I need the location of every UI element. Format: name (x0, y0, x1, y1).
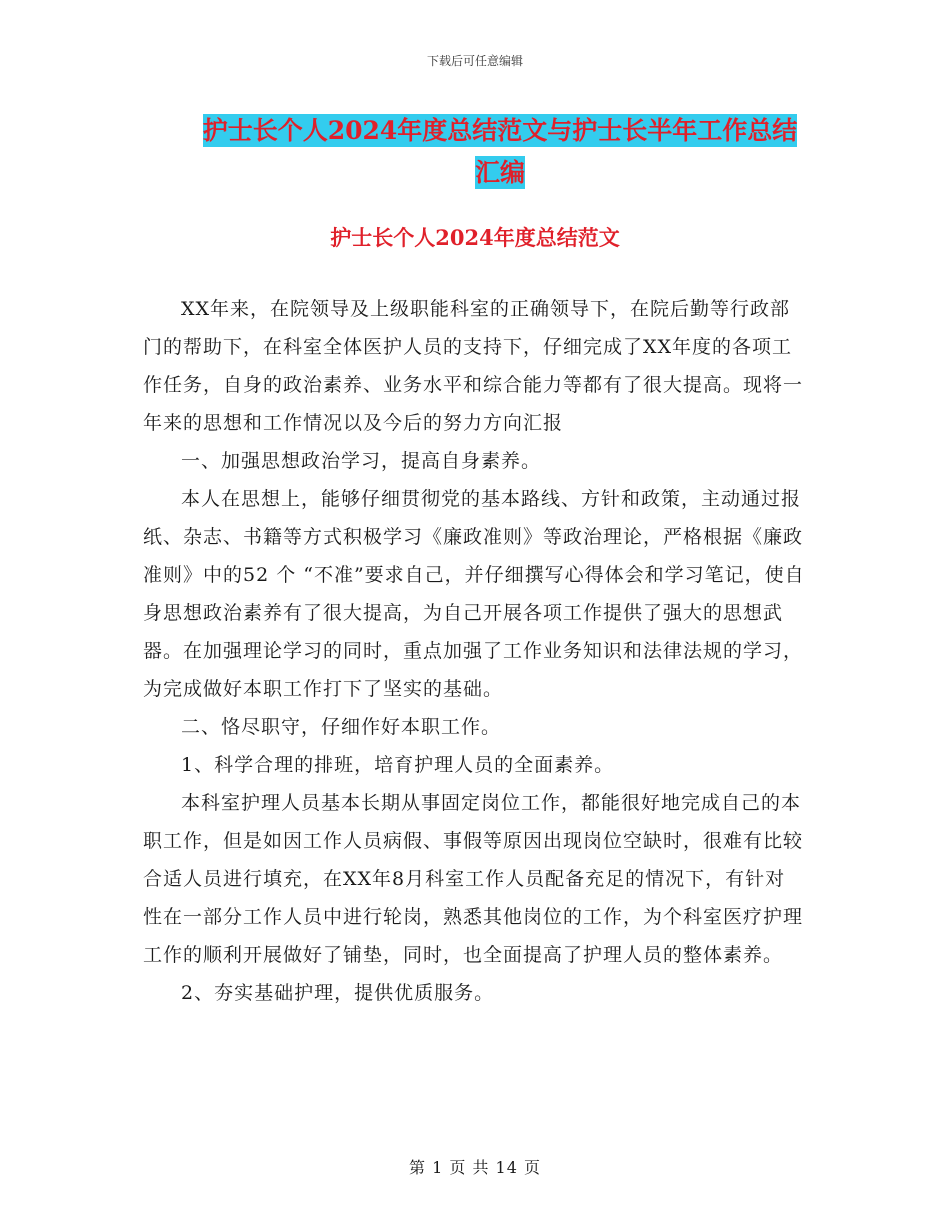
section-heading: 一、加强思想政治学习，提高自身素养。 (181, 450, 542, 472)
document-body (143, 290, 805, 1012)
subsection-heading: 1、科学合理的排班，培育护理人员的全面素养。 (181, 754, 615, 776)
section-heading: 二、恪尽职守，仔细作好本职工作。 (181, 716, 502, 738)
paragraph: 本科室护理人员基本长期从事固定岗位工作，都能很好地完成自己的本职工作，但是如因工作人员病假、事假等原因出现岗位空缺时，很难有比较合适人员进行填充，在XX年8月科室工作人员配备充足的情况下，有针对性在一部分工作人员中进行轮岗，熟悉其他岗位的工作，为个科室医疗护理工作的顺利开展做好了铺垫，同时，也全面提高了护理人员的整体素养。 (143, 792, 804, 966)
document-title-line2: 汇编 (474, 158, 525, 187)
section-title: 护士长个人2024年度总结范文 (330, 225, 620, 250)
paragraph: XX年来，在院领导及上级职能科室的正确领导下，在院后勤等行政部门的帮助下，在科室全体医护人员的支持下，仔细完成了XX年度的各项工作任务，自身的政治素养、业务水平和综合能力等都有了很大提高。现将一年来的思想和工作情况以及今后的努力方向汇报 (143, 298, 804, 434)
paragraph: 本人在思想上，能够仔细贯彻党的基本路线、方针和政策，主动通过报纸、杂志、书籍等方式积极学习《廉政准则》等政治理论，严格根据《廉政准则》中的52 个 “不准”要求自己，并仔细撰写心得体会和学习笔记，使自身思想政治素养有了很大提高，为自己开展各项工作提供了强大的思想武器。在加强理论学习的同时，重点加强了工作业务知识和法律法规的学习，为完成做好本职工作打下了坚实的基础。 (143, 488, 805, 700)
page-footer: 第 1 页 共 14 页 (409, 1158, 541, 1177)
subsection-heading: 2、夯实基础护理，提供优质服务。 (181, 982, 495, 1004)
header-note: 下载后可任意编辑 (426, 54, 523, 68)
document-title (120, 110, 880, 194)
document-title-line1: 护士长个人2024年度总结范文与护士长半年工作总结 (202, 116, 798, 145)
